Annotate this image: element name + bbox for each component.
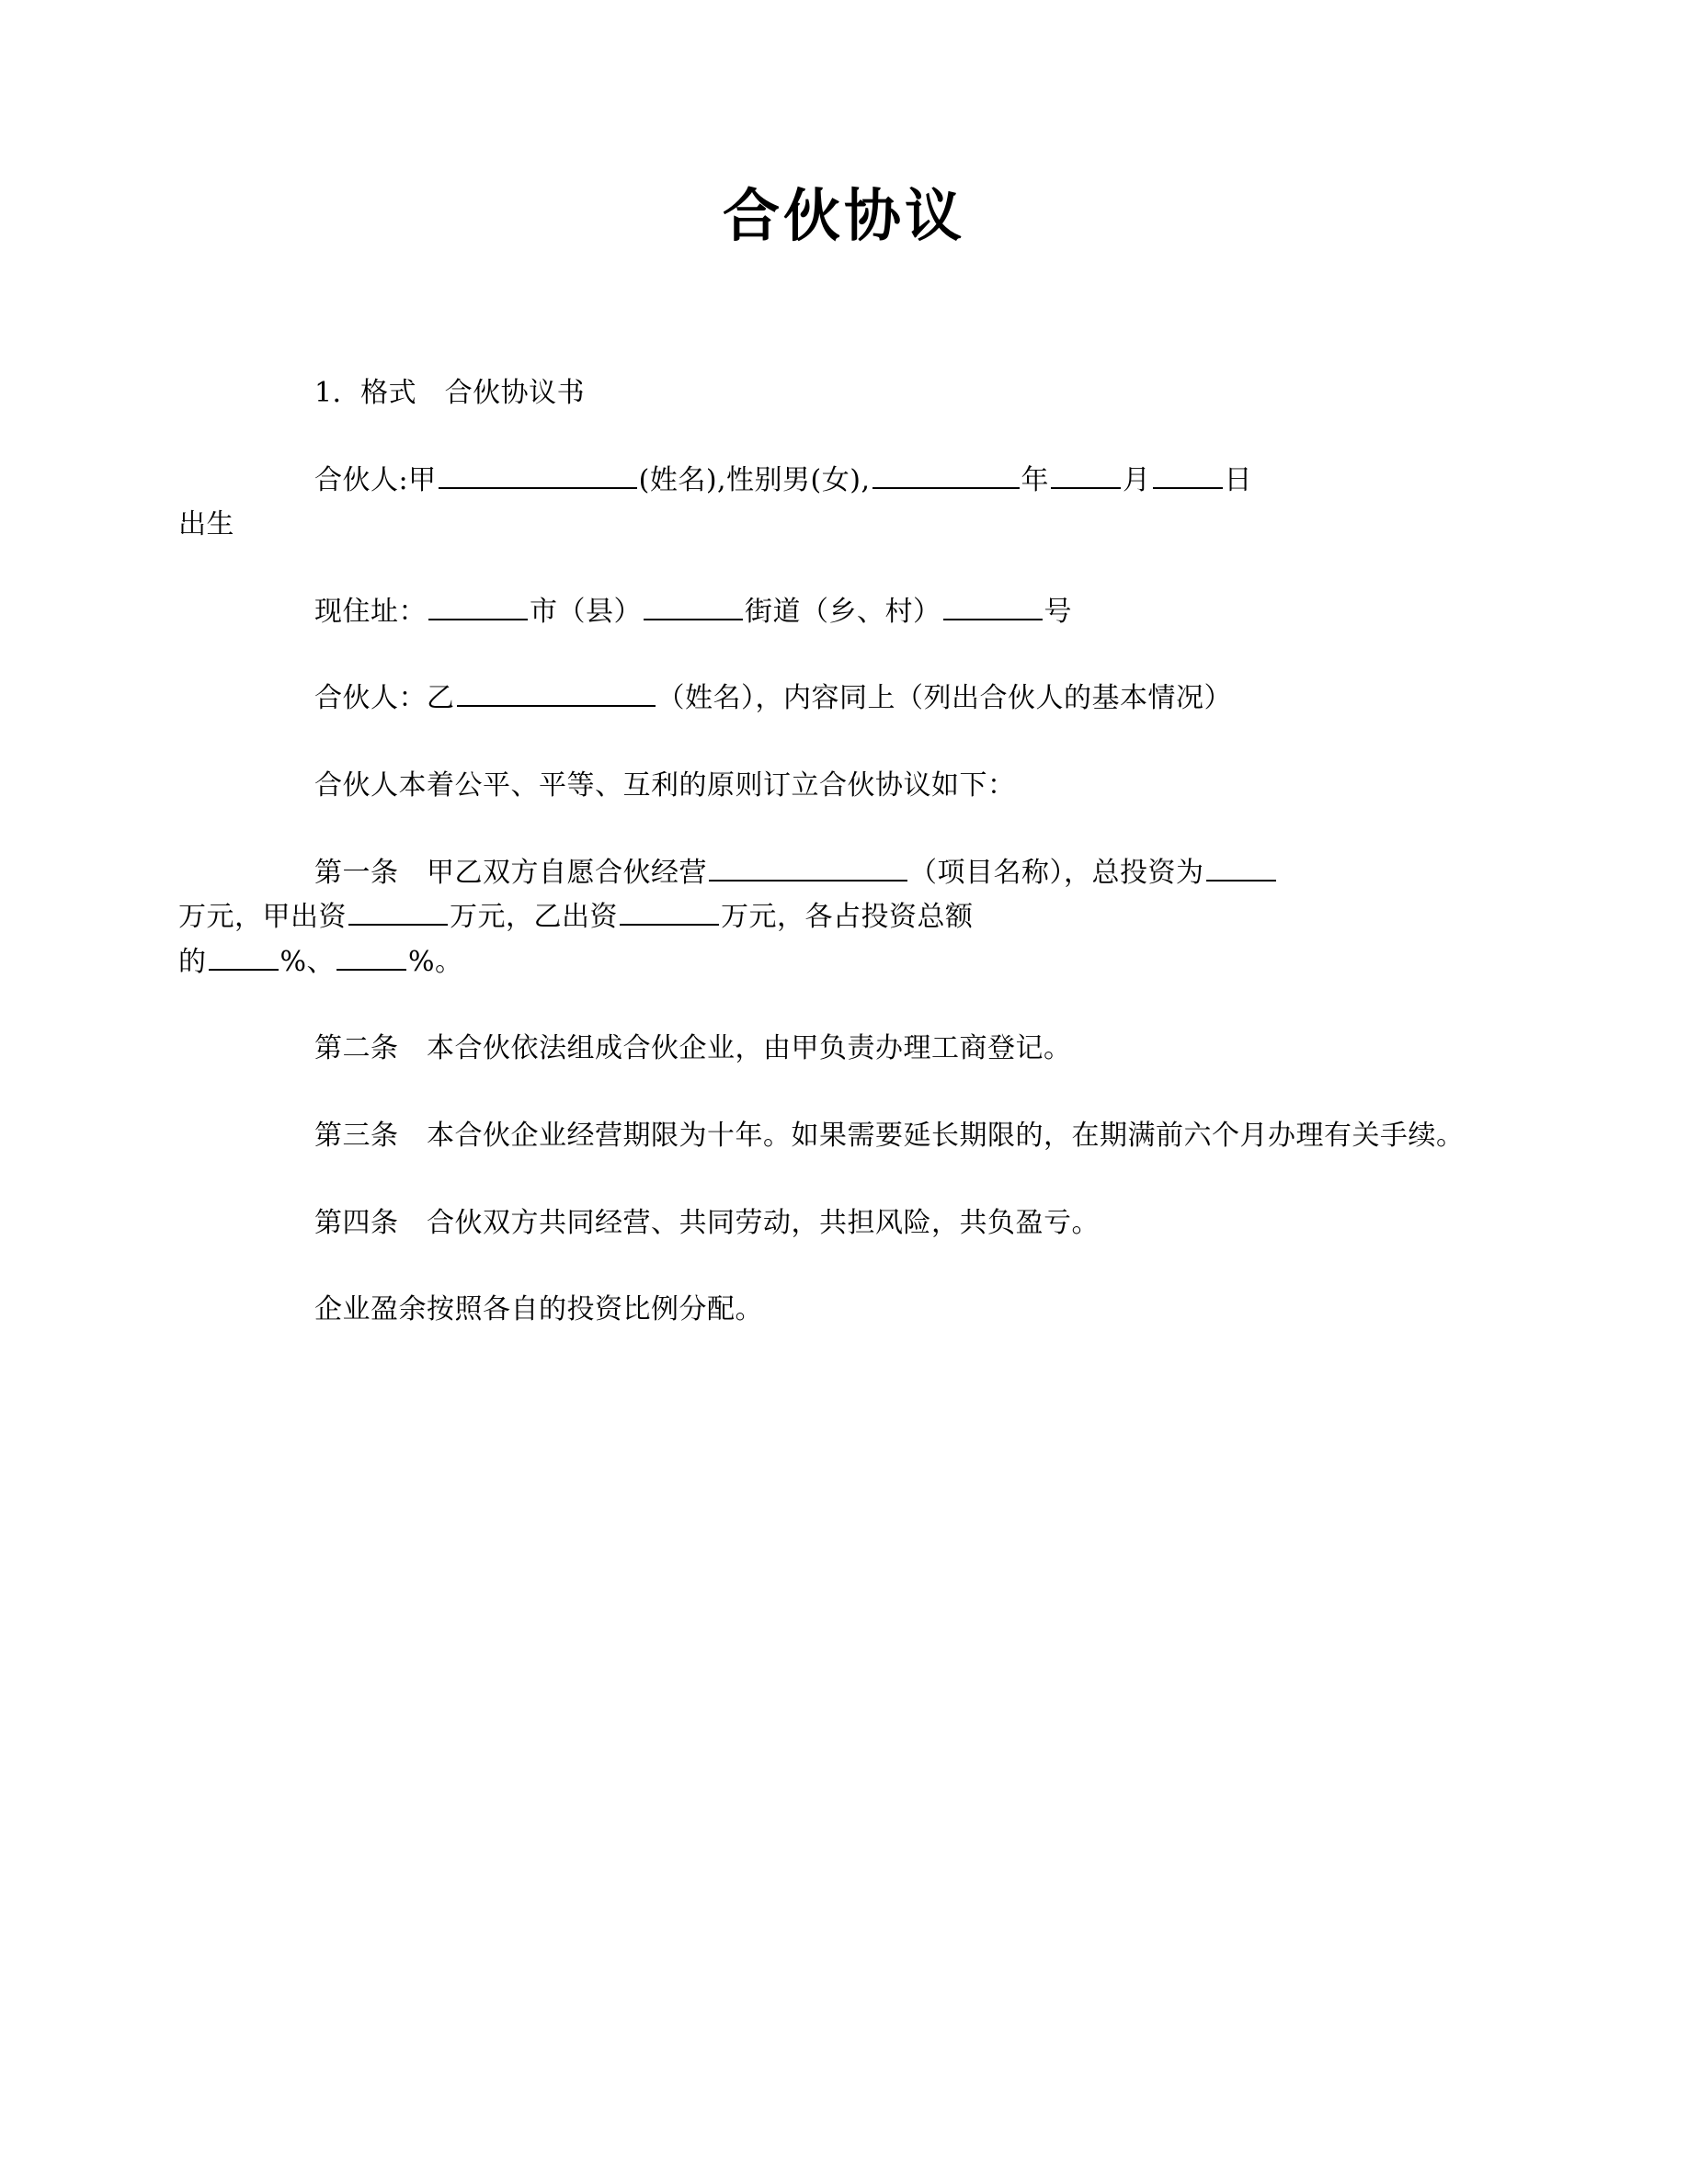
article-3-paragraph: 第三条 本合伙企业经营期限为十年。如果需要延长期限的，在期满前六个月办理有关手续。 xyxy=(314,1119,1465,1152)
address-number-blank[interactable] xyxy=(943,591,1043,620)
page-title: 合伙协议 xyxy=(722,182,965,249)
article-1-text-2: 万元，甲出资 xyxy=(178,901,347,934)
address-label: 现住址： xyxy=(314,595,427,628)
article-1-text-7: %。 xyxy=(408,945,463,978)
article-4-paragraph: 第四条 合伙双方共同经营、共同劳动，共担风险，共负盈亏。 xyxy=(314,1206,1100,1239)
partner-a-label: 合伙人:甲 xyxy=(314,463,437,496)
article-1-lead: 第一条 甲乙双方自愿合伙经营 xyxy=(314,856,707,889)
article-1-text-3: 万元，乙出资 xyxy=(450,901,618,934)
partner-b-paragraph xyxy=(246,677,1467,722)
partner-a-paragraph xyxy=(178,459,1467,548)
project-name-blank[interactable] xyxy=(709,852,907,882)
principle-paragraph: 合伙人本着公平、平等、互利的原则订立合伙协议如下： xyxy=(314,768,1016,802)
address-street-blank[interactable] xyxy=(644,591,743,620)
partner-a-day-label: 日 xyxy=(1224,463,1252,496)
article-1-text-4: 万元，各占投资总额 xyxy=(721,901,974,934)
document-body xyxy=(0,371,1688,1333)
partner-b-text: （姓名），内容同上（列出合伙人的基本情况） xyxy=(656,682,1232,715)
article-2-paragraph: 第二条 本合伙依法组成合伙企业，由甲负责办理工商登记。 xyxy=(314,1032,1072,1065)
total-investment-blank[interactable] xyxy=(1206,852,1276,882)
surplus-paragraph: 企业盈余按照各自的投资比例分配。 xyxy=(314,1293,763,1326)
address-city-blank[interactable] xyxy=(428,591,528,620)
partner-b-percent-blank[interactable] xyxy=(336,941,406,971)
partner-a-gender-text: (姓名),性别男(女), xyxy=(638,463,871,496)
partner-a-investment-blank[interactable] xyxy=(348,896,448,926)
address-paragraph xyxy=(246,590,1467,635)
partner-a-month-blank[interactable] xyxy=(1051,460,1121,489)
address-city-label: 市（县） xyxy=(530,595,642,628)
partner-a-year-label: 年 xyxy=(1021,463,1049,496)
partner-b-investment-blank[interactable] xyxy=(620,896,719,926)
partner-a-month-label: 月 xyxy=(1123,463,1151,496)
partner-a-day-blank[interactable] xyxy=(1153,460,1223,489)
article-1-text-5: 的 xyxy=(178,945,207,978)
partner-b-label: 合伙人：乙 xyxy=(314,682,455,715)
article-1-paragraph xyxy=(178,851,1467,985)
partner-a-percent-blank[interactable] xyxy=(209,941,279,971)
partner-b-name-blank[interactable] xyxy=(457,677,656,707)
partner-a-year-blank[interactable] xyxy=(873,460,1020,489)
address-street-label: 街道（乡、村） xyxy=(745,595,941,628)
article-1-text-1: （项目名称），总投资为 xyxy=(909,856,1204,889)
partner-a-birth-continuation: 出生 xyxy=(178,508,234,541)
section-heading: 1．格式 合伙协议书 xyxy=(314,377,586,409)
article-1-text-6: %、 xyxy=(279,945,336,978)
address-number-label: 号 xyxy=(1044,595,1072,628)
partner-a-name-blank[interactable] xyxy=(439,460,637,489)
